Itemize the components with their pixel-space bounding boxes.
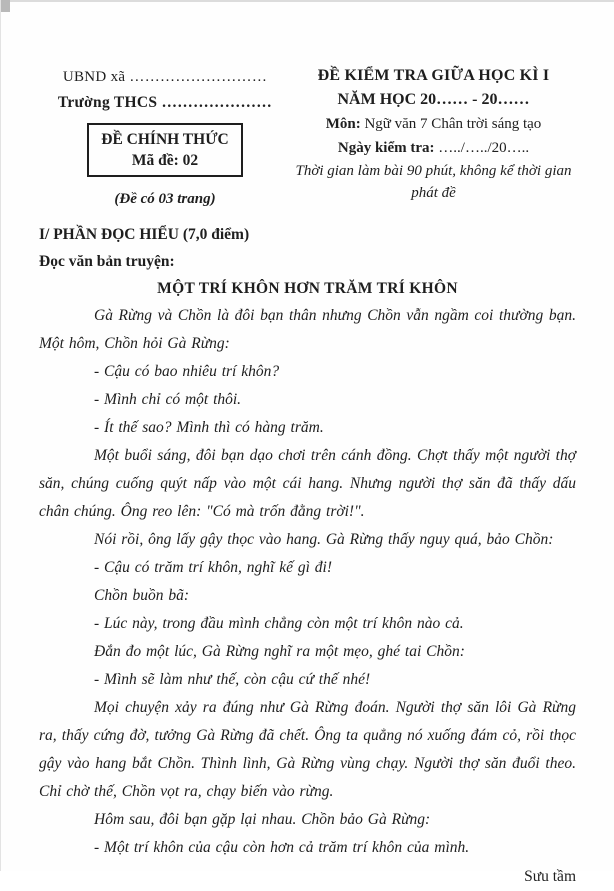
story-body [39, 302, 576, 862]
story-paragraph: - Ít thế sao? Mình thì có hàng trăm. [94, 419, 324, 436]
official-exam-box [87, 123, 242, 177]
subject-label: Môn: [325, 116, 361, 132]
scan-top-edge [1, 0, 614, 2]
story-paragraph: - Cậu có bao nhiêu trí khôn? [94, 363, 280, 380]
story-paragraph: Đắn đo một lúc, Gà Rừng nghĩ ra một mẹo, ghé tai Chồn: [94, 643, 465, 660]
story-paragraph: Mọi chuyện xảy ra đúng như Gà Rừng đoán. Người thợ săn lôi Gà Rừng ra, thấy cứng đờ, tưởng Gà Rừng đã chết. Ông ta quẳng nó xuống đám cỏ, rồi thọc gậy vào hang bắt Chồn. Thình lình, Gà Rừng vùng chạy. Người thợ săn đuổi theo. Chỉ chờ thế, Chồn vọt ra, chạy biến vào rừng. [39, 699, 576, 800]
story-paragraph: - Lúc này, trong đầu mình chẳng còn một trí khôn nào cả. [94, 615, 464, 632]
reading-section-heading: I/ PHẦN ĐỌC HIỂU (7,0 điểm) [39, 226, 250, 243]
pages-note: (Đề có 03 trang) [114, 191, 216, 207]
header-left-column [39, 64, 291, 209]
story-title: MỘT TRÍ KHÔN HƠN TRĂM TRÍ KHÔN [157, 280, 458, 297]
page-content [1, 0, 614, 891]
exam-date-label: Ngày kiểm tra: [337, 140, 435, 156]
story-source: Sưu tầm [524, 868, 576, 885]
story-paragraph: Một buổi sáng, đôi bạn dạo chơi trên cánh đồng. Chợt thấy một người thợ săn, chúng cuống quýt nấp vào một cái hang. Nhưng người thợ săn đã thấy dấu chân chúng. Ông reo lên: "Có mà trốn đằng trời!". [39, 447, 576, 520]
exam-title: ĐỀ KIỂM TRA GIỮA HỌC KÌ I [317, 67, 550, 84]
subject-line [291, 112, 576, 136]
story-paragraph: - Mình chỉ có một thôi. [94, 391, 242, 408]
school-year-line: NĂM HỌC 20…… - 20…… [337, 91, 530, 108]
story-paragraph: Nói rồi, ông lấy gậy thọc vào hang. Gà Rừng thấy nguy quá, bảo Chồn: [94, 531, 554, 548]
exam-code: Mã đề: 02 [131, 152, 199, 169]
story-paragraph: - Cậu có trăm trí khôn, nghĩ kế gì đi! [94, 559, 333, 576]
exam-date-value: …../…../20….. [438, 140, 530, 156]
story-paragraph: Gà Rừng và Chồn là đôi bạn thân nhưng Chồn vẫn ngầm coi thường bạn. Một hôm, Chồn hỏi Gà Rừng: [39, 307, 576, 352]
org-line: UBND xã ……………………… [62, 69, 268, 85]
story-paragraph: - Mình sẽ làm như thế, còn cậu cứ thế nhé! [94, 671, 371, 688]
scan-corner-mark [1, 0, 10, 12]
duration-note: Thời gian làm bài 90 phút, không kể thời gian phát đề [295, 163, 572, 201]
exam-date-line [291, 136, 576, 160]
reading-instruction: Đọc văn bản truyện: [39, 253, 175, 270]
subject-value: Ngữ văn 7 Chân trời sáng tạo [364, 116, 542, 132]
story-paragraph: Chồn buồn bã: [94, 587, 189, 604]
school-line: Trường THCS ………………… [57, 94, 273, 111]
story-paragraph: - Một trí khôn của cậu còn hơn cả trăm trí khôn của mình. [94, 839, 470, 856]
official-exam-label: ĐỀ CHÍNH THỨC [101, 131, 229, 148]
story-paragraph: Hôm sau, đôi bạn gặp lại nhau. Chồn bảo Gà Rừng: [94, 811, 431, 828]
exam-header [39, 64, 576, 209]
header-right-column [291, 64, 576, 204]
